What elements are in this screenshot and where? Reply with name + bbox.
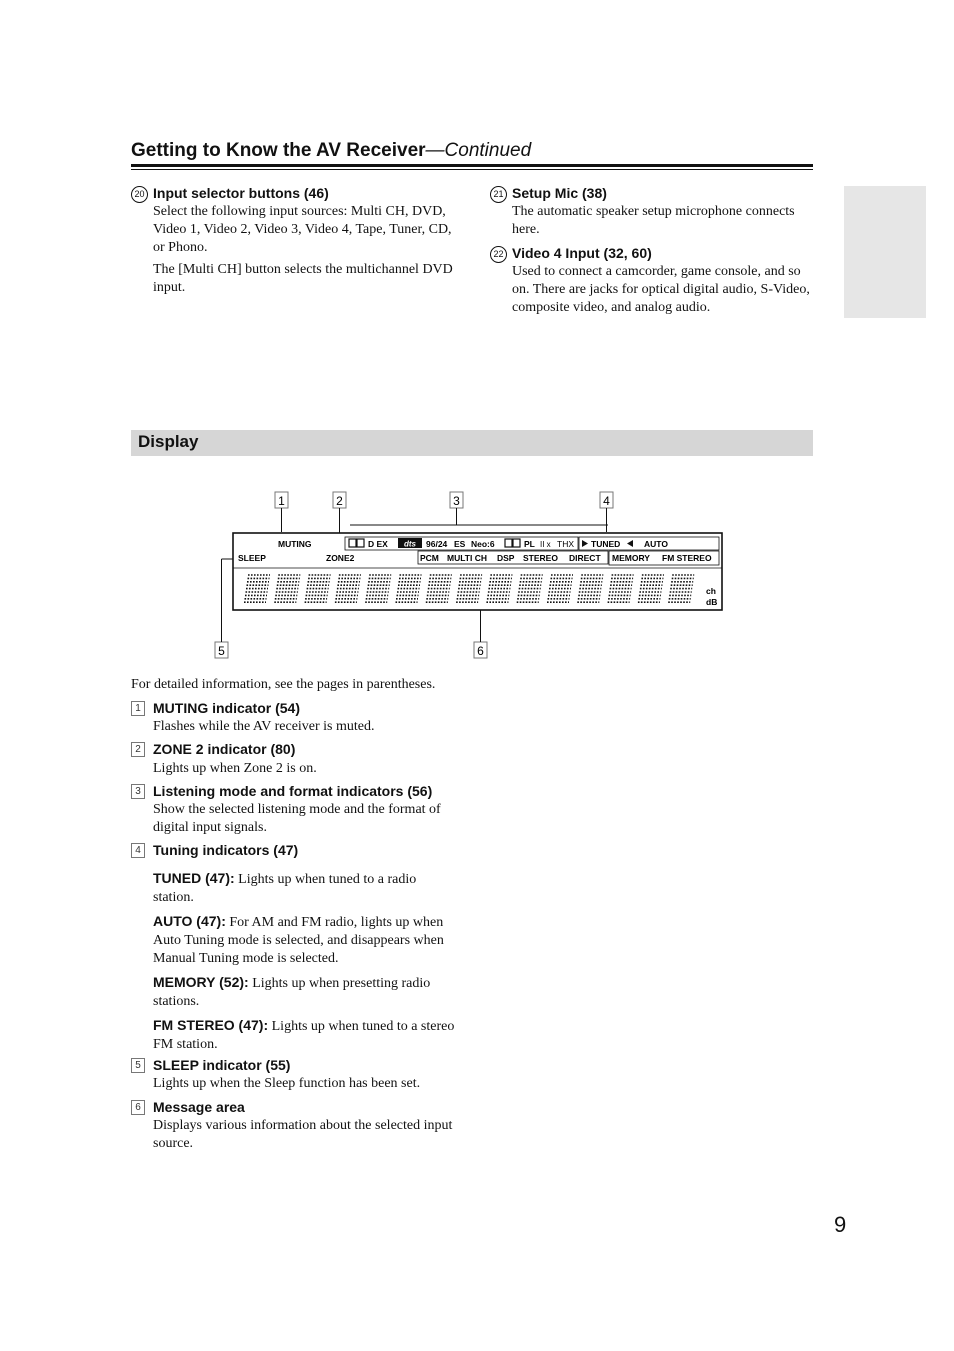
item-body-video4-input: Used to connect a camcorder, game console, and so on. There are jacks for optical digital audio, S-Video, composite video, and analog audio. — [512, 264, 810, 315]
item-title-video4-input: Video 4 Input (32, 60) — [512, 245, 652, 261]
svg-text:PL: PL — [524, 539, 535, 549]
item-body-input-selector: Select the following input sources: Multi CH, DVD, Video 1, Video 2, Video 3, Video 4, Tape, Tuner, CD, or Phono. The [Multi CH] button selects the multichannel DVD input. — [153, 204, 453, 295]
subitem-memory: MEMORY (52): Lights up when presetting radio stations. — [153, 974, 431, 1009]
svg-text:6: 6 — [477, 644, 484, 658]
svg-text:DIRECT: DIRECT — [569, 553, 601, 563]
muting-indicator: MUTING — [278, 539, 312, 549]
svg-text:STEREO: STEREO — [523, 553, 558, 563]
item-number-3: 3 — [131, 784, 145, 799]
callout-1 — [275, 492, 288, 532]
item-body-muting: Flashes while the AV receiver is muted. — [153, 719, 375, 734]
svg-text:ES: ES — [454, 539, 466, 549]
svg-text:D EX: D EX — [368, 539, 388, 549]
section-bar — [131, 430, 813, 456]
svg-text:Neo:6: Neo:6 — [471, 539, 495, 549]
subitem-auto: AUTO (47): For AM and FM radio, lights up when Auto Tuning mode is selected, and disappears when Manual Tuning mode is selected. — [153, 913, 444, 966]
svg-text:TUNED: TUNED — [591, 539, 621, 549]
svg-text:FM STEREO: FM STEREO — [662, 553, 712, 563]
item-title-sleep: SLEEP indicator (55) — [153, 1057, 291, 1073]
item-body-zone2: Lights up when Zone 2 is on. — [153, 761, 317, 776]
item-number-5: 5 — [131, 1058, 145, 1073]
item-body-listening-mode: Show the selected listening mode and the format of digital input signals. — [153, 802, 441, 835]
zone2-indicator: ZONE2 — [326, 553, 355, 563]
header-rule — [131, 164, 813, 167]
item-body-sleep: Lights up when the Sleep function has been set. — [153, 1076, 421, 1091]
svg-text:3: 3 — [453, 494, 460, 508]
callout-6 — [474, 609, 487, 658]
subitem-fm-stereo: FM STEREO (47): Lights up when tuned to a stereo FM station. — [153, 1017, 455, 1052]
item-title-input-selector: Input selector buttons (46) — [153, 185, 329, 201]
item-title-tuning: Tuning indicators (47) — [153, 842, 299, 858]
page-header-title: Getting to Know the AV Receiver—Continued — [131, 140, 532, 161]
item-number-2: 2 — [131, 742, 145, 757]
svg-text:THX: THX — [557, 539, 574, 549]
item-title-setup-mic: Setup Mic (38) — [512, 185, 607, 201]
svg-text:dB: dB — [706, 597, 718, 607]
svg-text:PCM: PCM — [420, 553, 439, 563]
item-body-setup-mic: The automatic speaker setup microphone connects here. — [512, 204, 795, 237]
svg-text:MULTI CH: MULTI CH — [447, 553, 487, 563]
header-rule-thin — [131, 169, 813, 170]
subitem-tuned: TUNED (47): Lights up when tuned to a radio station. — [153, 870, 417, 905]
sleep-indicator: SLEEP — [238, 553, 266, 563]
item-number-1: 1 — [131, 701, 145, 716]
svg-text:MEMORY: MEMORY — [612, 553, 650, 563]
svg-text:DSP: DSP — [497, 553, 515, 563]
svg-text:2: 2 — [336, 494, 343, 508]
intro-text: For detailed information, see the pages in parentheses. — [131, 677, 436, 692]
item-number-21: 21 — [490, 186, 507, 203]
display-diagram — [200, 485, 740, 665]
item-title-listening-mode: Listening mode and format indicators (56) — [153, 783, 433, 799]
item-body-message-area: Displays various information about the selected input source. — [153, 1118, 453, 1151]
page-number: 9 — [834, 1212, 847, 1237]
side-tab — [844, 186, 926, 318]
item-number-6: 6 — [131, 1100, 145, 1115]
item-number-20: 20 — [131, 186, 148, 203]
item-number-22: 22 — [490, 246, 507, 263]
item-title-zone2: ZONE 2 indicator (80) — [153, 741, 296, 757]
callout-4 — [600, 492, 613, 532]
svg-text:ch: ch — [706, 586, 716, 596]
svg-text:1: 1 — [278, 494, 285, 508]
item-title-message-area: Message area — [153, 1099, 245, 1115]
svg-text:96/24: 96/24 — [426, 539, 448, 549]
svg-text:4: 4 — [603, 494, 610, 508]
svg-text:dts: dts — [404, 539, 416, 549]
svg-text:AUTO: AUTO — [644, 539, 668, 549]
item-title-muting: MUTING indicator (54) — [153, 700, 301, 716]
callout-3 — [350, 492, 608, 525]
section-heading-display: Display — [138, 432, 199, 451]
item-number-4: 4 — [131, 843, 145, 858]
svg-text:5: 5 — [218, 644, 225, 658]
svg-text:II x: II x — [540, 540, 551, 549]
